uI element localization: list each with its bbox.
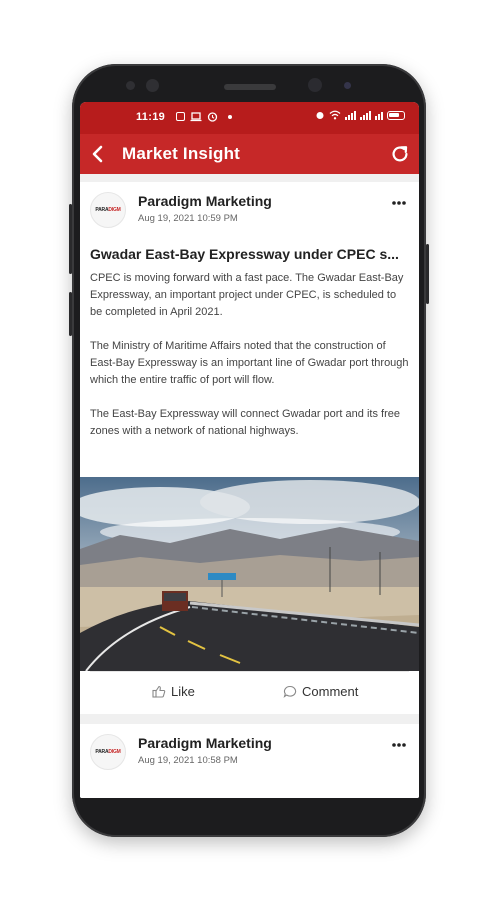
- app-screen: [80, 102, 419, 798]
- comment-icon: [283, 685, 297, 698]
- notification-icons: [176, 111, 232, 122]
- expressway-photo: [80, 477, 419, 671]
- post-header: [80, 182, 419, 236]
- post-paragraph: The East-Bay Expressway will connect Gwadar port and its free zones with a network of national highways.: [90, 408, 400, 437]
- front-sensor: [146, 79, 159, 92]
- earpiece-speaker: [224, 84, 276, 90]
- power-button: [426, 244, 429, 304]
- post-author[interactable]: Paradigm Marketing: [138, 735, 272, 751]
- post-card: [80, 724, 419, 798]
- post-date: Aug 19, 2021 10:58 PM: [138, 755, 238, 766]
- front-camera: [308, 78, 322, 92]
- comment-button[interactable]: [283, 684, 358, 699]
- front-sensor: [344, 82, 351, 89]
- like-button[interactable]: [152, 684, 195, 699]
- post-title[interactable]: Gwadar East-Bay Expressway under CPEC s...: [90, 246, 399, 262]
- avatar-logo: PARADIGM: [95, 749, 121, 755]
- wifi-icon: [329, 110, 341, 120]
- data-signal-icon: [375, 110, 383, 120]
- post-card: [80, 182, 419, 714]
- laptop-icon: [190, 112, 202, 122]
- more-notifications-icon: [228, 115, 232, 119]
- avatar-logo: PARADIGM: [95, 207, 121, 213]
- alarm-icon: [207, 111, 218, 122]
- avatar[interactable]: [90, 192, 126, 228]
- thumbs-up-icon: [152, 685, 166, 698]
- post-header: [80, 724, 419, 778]
- system-icons: [315, 110, 405, 120]
- comment-label: Comment: [302, 684, 359, 699]
- status-time: 11:19: [136, 111, 166, 123]
- volume-button: [69, 204, 72, 274]
- back-arrow-icon[interactable]: [86, 142, 110, 166]
- phone-top-bezel: [72, 64, 426, 104]
- more-options-icon[interactable]: [391, 200, 407, 206]
- app-bar: [80, 134, 419, 174]
- refresh-icon[interactable]: [389, 143, 411, 165]
- bixby-button: [69, 292, 72, 336]
- post-paragraph: CPEC is moving forward with a fast pace. The Gwadar East-Bay Expressway, an important project under CPEC, is scheduled to be completed in April 2021.: [90, 272, 404, 318]
- post-image[interactable]: [80, 477, 419, 671]
- post-author[interactable]: Paradigm Marketing: [138, 193, 272, 209]
- signal-icon: [360, 110, 371, 120]
- status-bar: [80, 102, 419, 134]
- alarm-icon: [315, 110, 325, 120]
- notification-icon: [176, 112, 185, 121]
- battery-icon: [387, 111, 405, 120]
- post-body: [90, 270, 409, 440]
- front-sensor: [126, 81, 135, 90]
- more-options-icon[interactable]: [391, 742, 407, 748]
- page-title: Market Insight: [122, 144, 241, 163]
- post-actions: [90, 671, 409, 716]
- post-paragraph: The Ministry of Maritime Affairs noted that the construction of East-Bay Expressway is an important line of Gwadar port through which the entire traffic of port will flow.: [90, 340, 409, 386]
- post-date: Aug 19, 2021 10:59 PM: [138, 213, 238, 224]
- avatar[interactable]: [90, 734, 126, 770]
- like-label: Like: [171, 684, 195, 699]
- signal-icon: [345, 110, 356, 120]
